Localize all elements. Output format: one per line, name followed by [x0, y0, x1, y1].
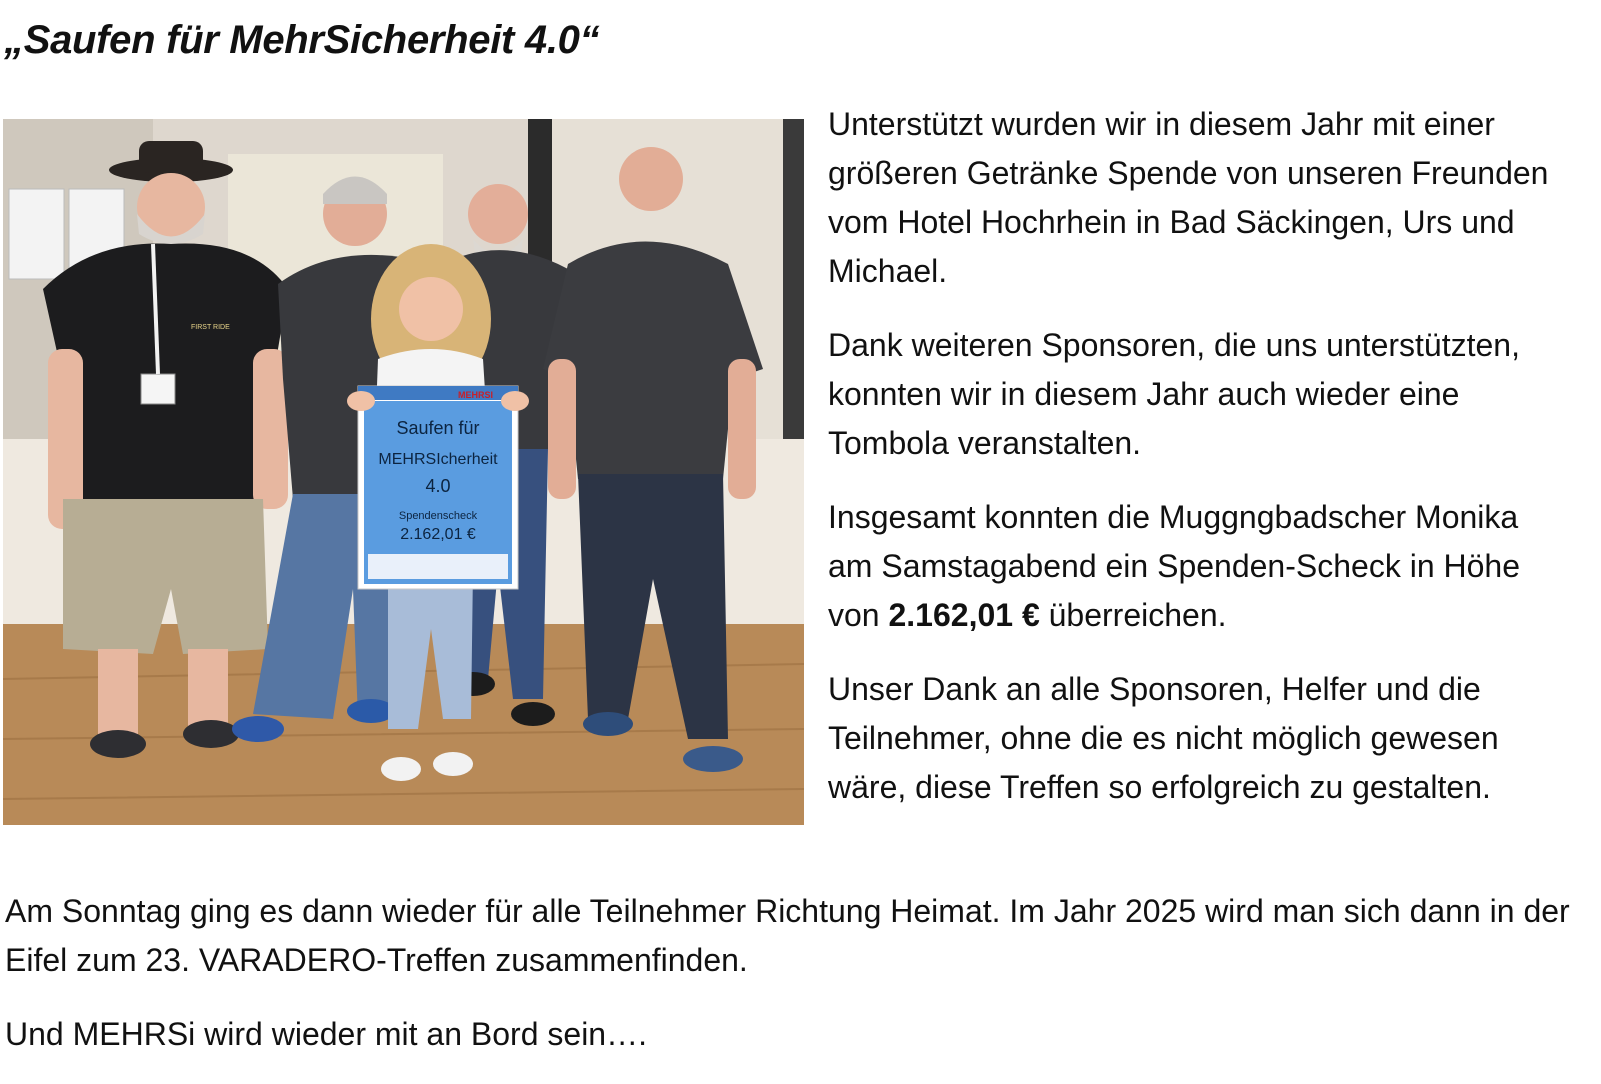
donation-text-end: überreichen. [1039, 597, 1227, 633]
paragraph-donation [828, 493, 1568, 640]
svg-text:2.162,01 €: 2.162,01 € [400, 526, 476, 543]
svg-text:4.0: 4.0 [425, 476, 451, 496]
donation-text-start: Insgesamt konnten die Muggngbadscher Monika am Samstagabend ein Spenden-Scheck in Höhe von [828, 499, 1520, 633]
svg-text:MEHRSI: MEHRSI [457, 390, 493, 400]
svg-text:FIRST RIDE: FIRST RIDE [191, 324, 230, 331]
svg-text:Spendenscheck: Spendenscheck [398, 510, 478, 522]
bottom-text [5, 887, 1585, 1084]
paragraph-thanks: Unser Dank an alle Sponsoren, Helfer und die Teilnehmer, ohne die es nicht möglich gewesen wäre, diese Treffen so erfolgreich zu gestalten. [828, 671, 1499, 805]
paragraph-closing: Und MEHRSi wird wieder mit an Bord sein…. [5, 1016, 647, 1052]
group-photo [3, 119, 804, 825]
donation-sign [358, 386, 518, 589]
svg-text:Saufen für: Saufen für [396, 418, 480, 438]
group-photo-illustration [3, 119, 804, 825]
paragraph-tombola: Dank weiteren Sponsoren, die uns unterstützten, konnten wir in diesem Jahr auch wieder eine Tombola veranstalten. [828, 327, 1520, 461]
svg-text:MEHRSIcherheit: MEHRSIcherheit [378, 451, 498, 468]
paragraph-sponsors-hotel: Unterstützt wurden wir in diesem Jahr mit einer größeren Getränke Spende von unseren Freunden vom Hotel Hochrhein in Bad Säckingen, Urs und Michael. [828, 106, 1549, 289]
page-title: „Saufen für MehrSicherheit 4.0“ [4, 18, 600, 62]
donation-amount: 2.162,01 € [888, 597, 1040, 633]
paragraph-sunday: Am Sonntag ging es dann wieder für alle Teilnehmer Richtung Heimat. Im Jahr 2025 wird man sich dann in der Eifel zum 23. VARADERO-Treffen zusammenfinden. [5, 893, 1570, 978]
side-text [828, 100, 1568, 837]
